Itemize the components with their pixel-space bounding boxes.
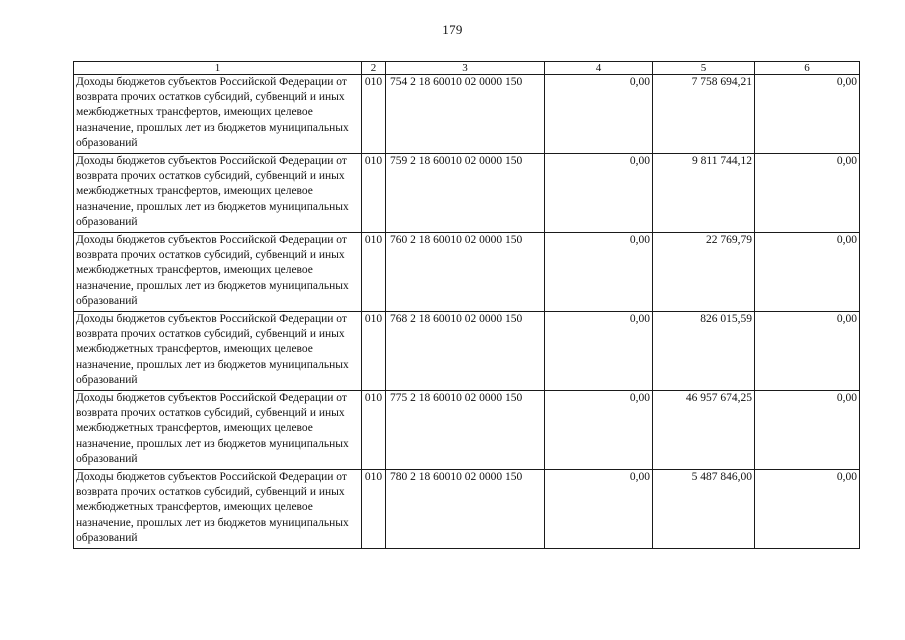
column-header-5: 5 — [653, 62, 755, 75]
row-col6-cell: 0,00 — [755, 154, 860, 233]
table-header-row — [74, 62, 860, 75]
row-col6-cell: 0,00 — [755, 75, 860, 154]
row-col4-cell: 0,00 — [545, 391, 653, 470]
table-row — [74, 233, 860, 312]
budget-table — [73, 61, 860, 549]
row-name-cell: Доходы бюджетов субъектов Российской Федерации от возврата прочих остатков субсидий, субвенций и иных межбюджетных трансфертов, имеющих целевое назначение, прошлых лет из бюджетов муниципальных образований — [74, 233, 362, 312]
row-code-cell: 010 — [362, 154, 386, 233]
row-kbk-cell: 759 2 18 60010 02 0000 150 — [386, 154, 545, 233]
row-col6-cell: 0,00 — [755, 470, 860, 549]
page-number: 179 — [442, 22, 463, 37]
table-row — [74, 470, 860, 549]
row-col5-cell: 22 769,79 — [653, 233, 755, 312]
row-col5-cell: 9 811 744,12 — [653, 154, 755, 233]
row-col6-cell: 0,00 — [755, 391, 860, 470]
row-col4-cell: 0,00 — [545, 154, 653, 233]
row-name-cell: Доходы бюджетов субъектов Российской Федерации от возврата прочих остатков субсидий, субвенций и иных межбюджетных трансфертов, имеющих целевое назначение, прошлых лет из бюджетов муниципальных образований — [74, 470, 362, 549]
row-col4-cell: 0,00 — [545, 75, 653, 154]
column-header-6: 6 — [755, 62, 860, 75]
row-col6-cell: 0,00 — [755, 312, 860, 391]
table-row — [74, 75, 860, 154]
row-kbk-cell: 768 2 18 60010 02 0000 150 — [386, 312, 545, 391]
row-code-cell: 010 — [362, 391, 386, 470]
column-header-4: 4 — [545, 62, 653, 75]
row-col6-cell: 0,00 — [755, 233, 860, 312]
row-name-cell: Доходы бюджетов субъектов Российской Федерации от возврата прочих остатков субсидий, субвенций и иных межбюджетных трансфертов, имеющих целевое назначение, прошлых лет из бюджетов муниципальных образований — [74, 154, 362, 233]
table-row — [74, 154, 860, 233]
row-col5-cell: 5 487 846,00 — [653, 470, 755, 549]
row-kbk-cell: 775 2 18 60010 02 0000 150 — [386, 391, 545, 470]
row-col5-cell: 7 758 694,21 — [653, 75, 755, 154]
row-col4-cell: 0,00 — [545, 470, 653, 549]
table-row — [74, 312, 860, 391]
row-code-cell: 010 — [362, 470, 386, 549]
row-kbk-cell: 780 2 18 60010 02 0000 150 — [386, 470, 545, 549]
table-row — [74, 391, 860, 470]
row-kbk-cell: 754 2 18 60010 02 0000 150 — [386, 75, 545, 154]
row-name-cell: Доходы бюджетов субъектов Российской Федерации от возврата прочих остатков субсидий, субвенций и иных межбюджетных трансфертов, имеющих целевое назначение, прошлых лет из бюджетов муниципальных образований — [74, 75, 362, 154]
row-kbk-cell: 760 2 18 60010 02 0000 150 — [386, 233, 545, 312]
row-col5-cell: 826 015,59 — [653, 312, 755, 391]
row-name-cell: Доходы бюджетов субъектов Российской Федерации от возврата прочих остатков субсидий, субвенций и иных межбюджетных трансфертов, имеющих целевое назначение, прошлых лет из бюджетов муниципальных образований — [74, 312, 362, 391]
row-code-cell: 010 — [362, 75, 386, 154]
row-name-cell: Доходы бюджетов субъектов Российской Федерации от возврата прочих остатков субсидий, субвенций и иных межбюджетных трансфертов, имеющих целевое назначение, прошлых лет из бюджетов муниципальных образований — [74, 391, 362, 470]
column-header-3: 3 — [386, 62, 545, 75]
column-header-2: 2 — [362, 62, 386, 75]
column-header-1: 1 — [74, 62, 362, 75]
row-col4-cell: 0,00 — [545, 312, 653, 391]
row-col4-cell: 0,00 — [545, 233, 653, 312]
row-code-cell: 010 — [362, 233, 386, 312]
row-col5-cell: 46 957 674,25 — [653, 391, 755, 470]
row-code-cell: 010 — [362, 312, 386, 391]
